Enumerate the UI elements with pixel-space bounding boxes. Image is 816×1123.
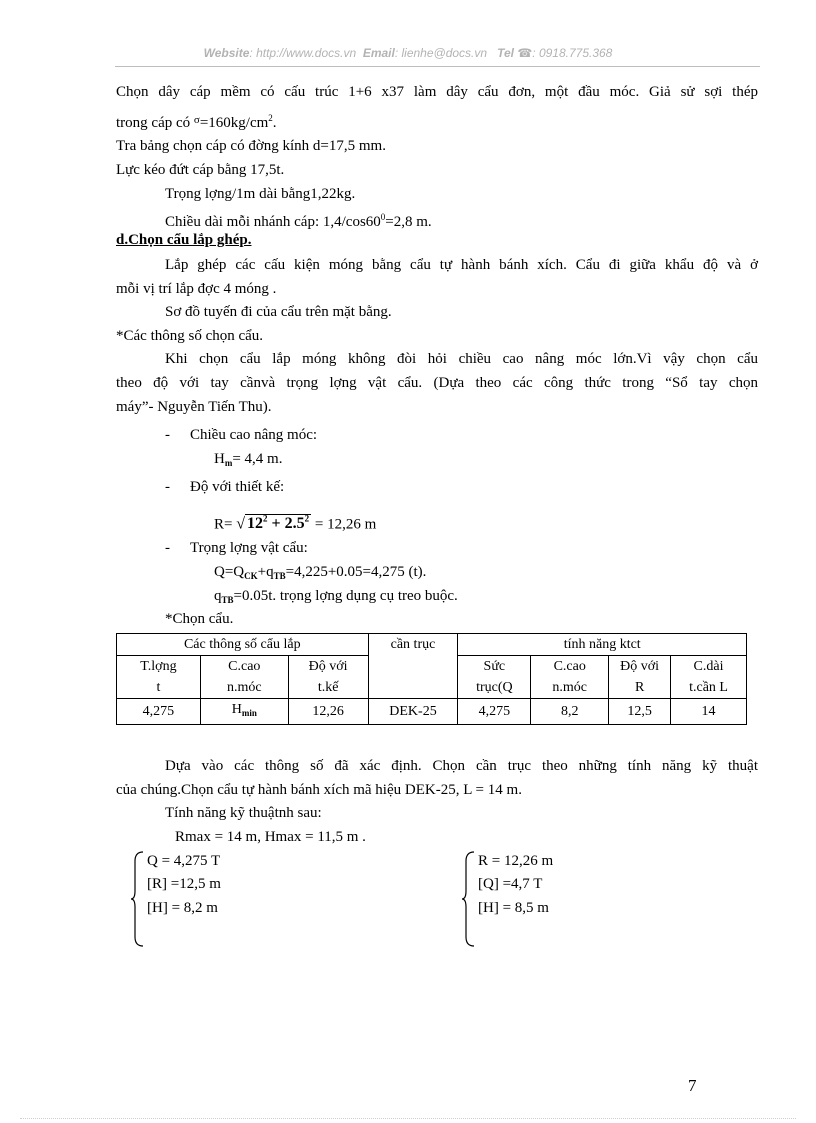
col-capacity-header: [458, 656, 531, 699]
sqrt-radicand: [245, 514, 311, 532]
paragraph-12: Tính năng kỹ thuậtnh sau:: [165, 805, 322, 821]
tel-value: : 0918.775.368: [532, 46, 613, 60]
left-system-line-3: [H] = 8,2 m: [147, 900, 218, 916]
paragraph-8: *Các thông số chọn cẩu.: [116, 328, 264, 344]
h-value: = 4,4 m.: [232, 451, 283, 467]
cell-capacity: 4,275: [458, 699, 531, 725]
p5-text-a: Chiều dài mỗi nhánh cáp: 1,4/cos60: [165, 214, 381, 230]
q-a: Q=Q: [214, 564, 245, 580]
footer-divider: [20, 1118, 796, 1119]
q-b: +q: [257, 564, 274, 580]
paragraph-11-line-2: của chúng.Chọn cẩu tự hành bánh xích mã hiệu DEK-25, L = 14 m.: [116, 782, 522, 798]
h7b: R: [634, 680, 645, 695]
p1-text-a: trong cáp có: [116, 115, 191, 131]
r-value: = 12,26 m: [314, 516, 377, 533]
group-specs-header: tính năng ktct: [458, 634, 747, 656]
h8a: C.dài: [693, 659, 724, 674]
sqrt-a: 12: [247, 515, 263, 533]
col-weight-header: [117, 656, 201, 699]
bullet-3-title: Trọng lợng vật cẩu:: [190, 540, 308, 556]
cell-hook-height: [200, 699, 288, 725]
left-system-line-1: Q = 4,275 T: [147, 853, 221, 869]
col-hook-height-spec-header: [531, 656, 609, 699]
sqrt-b-sup: 2: [304, 514, 310, 524]
bullet-2-title: Độ với thiết kế:: [190, 479, 285, 495]
group-params-header: Các thông số cẩu lắp: [117, 634, 369, 656]
paragraph-9-line-1: Khi chọn cẩu lắp móng không đòi hỏi chiều cao nâng móc lớn.Vì vậy chọn cẩu: [165, 351, 758, 367]
section-heading: d.Chọn cẩu lắp ghép.: [116, 232, 252, 248]
q-sub-tb: TB: [273, 571, 286, 581]
q-c: =4,225+0.05=4,275 (t).: [285, 564, 427, 580]
group-crane-header: cần trục: [368, 634, 458, 699]
paragraph-10: *Chọn cẩu.: [165, 611, 234, 627]
right-brace-icon: [461, 851, 475, 947]
crane-spec-table: [116, 633, 747, 725]
paragraph-11-line-1: Dựa vào các thông số đã xác định. Chọn cần trục theo những tính năng kỹ thuật: [165, 758, 758, 774]
h2a: C.cao: [228, 659, 261, 674]
page-header: [40, 46, 776, 60]
p1-text-c: .: [272, 115, 277, 131]
bullet-3-dash: -: [165, 540, 170, 556]
col-reach-header: [288, 656, 368, 699]
h-sub: m: [224, 458, 233, 468]
h5a: Sức: [483, 659, 506, 674]
paragraph-13: Rmax = 14 m, Hmax = 11,5 m .: [175, 829, 366, 845]
hmin-h: H: [231, 702, 242, 717]
header-divider: [115, 66, 760, 67]
p5-sup: 0: [380, 212, 386, 222]
bullet-1-formula: [214, 449, 282, 473]
paragraph-1-line-1: Chọn dây cáp mềm có cấu trúc 1+6 x37 làm dây cẩu đơn, một đầu móc. Giả sử sợi thép: [116, 84, 758, 100]
tel-label: Tel: [497, 46, 514, 60]
cell-reach-spec: 12,5: [609, 699, 671, 725]
h6a: C.cao: [553, 659, 586, 674]
sqrt-plus: +: [267, 515, 285, 533]
qtb-sub: TB: [221, 595, 234, 605]
qtb-a: q: [214, 588, 222, 604]
h6b: n.móc: [552, 680, 588, 695]
bullet-1-title: Chiều cao nâng móc:: [190, 427, 318, 443]
cell-crane: DEK-25: [368, 699, 458, 725]
bullet-3-formula-qtb: [214, 586, 458, 610]
h7a: Độ với: [620, 659, 660, 674]
qtb-b: =0.05t. trọng lợng dụng cụ treo buộc.: [233, 588, 458, 604]
bullet-1-dash: -: [165, 427, 170, 443]
right-system-line-2: [Q] =4,7 T: [478, 876, 543, 892]
website-value: : http://www.docs.vn: [249, 46, 357, 60]
hmin-sub: min: [241, 708, 257, 718]
email-value: : lienhe@docs.vn: [394, 46, 488, 60]
bullet-2-formula: [214, 509, 376, 534]
paragraph-7: Sơ đồ tuyến đi của cẩu trên mặt bằng.: [165, 304, 392, 320]
left-brace-icon: [130, 851, 144, 947]
table-group-row: [117, 634, 747, 656]
website-label: Website: [203, 46, 250, 60]
p1-sup: 2: [268, 113, 273, 123]
sigma-symbol: σ: [193, 114, 200, 126]
paragraph-2: Tra bảng chọn cáp có đờng kính d=17,5 mm.: [116, 138, 386, 154]
bullet-3-formula-q: [214, 562, 426, 586]
cell-boom-length: 14: [671, 699, 747, 725]
p5-text-b: =2,8 m.: [385, 214, 432, 230]
paragraph-4: Trọng lợng/1m dài bằng1,22kg.: [165, 186, 356, 202]
cell-weight: 4,275: [117, 699, 201, 725]
sqrt-b: 2.5: [284, 515, 305, 533]
sqrt-expression: [236, 514, 311, 532]
sqrt-a-sup: 2: [263, 514, 268, 524]
q-sub-ck: CK: [244, 571, 258, 581]
left-system-line-2: [R] =12,5 m: [147, 876, 221, 892]
sqrt-sign: √: [236, 515, 245, 533]
paragraph-1-line-2: [116, 108, 277, 133]
h2b: n.móc: [226, 680, 262, 695]
email-label: Email: [362, 46, 395, 60]
h5b: trục(Q: [476, 680, 513, 695]
h8b: t.cần L: [689, 680, 728, 695]
col-hook-height-header: [200, 656, 288, 699]
phone-icon: ☎: [517, 46, 533, 60]
paragraph-9-line-3: máy”- Nguyễn Tiến Thu).: [116, 399, 272, 415]
right-system-line-1: R = 12,26 m: [478, 853, 554, 869]
col-reach-spec-header: [609, 656, 671, 699]
h3b: t.kế: [317, 680, 339, 695]
right-system-line-3: [H] = 8,5 m: [478, 900, 549, 916]
col-boom-length-header: [671, 656, 747, 699]
bullet-2-dash: -: [165, 479, 170, 495]
paragraph-3: Lực kéo đứt cáp bằng 17,5t.: [116, 162, 285, 178]
h1a: T.lợng: [140, 659, 177, 674]
h-symbol: H: [214, 451, 225, 467]
p1-text-b: =160kg/cm: [199, 115, 269, 131]
table-row: [117, 699, 747, 725]
h1b: t: [156, 680, 161, 695]
page-number: 7: [688, 1076, 697, 1095]
cell-reach: 12,26: [288, 699, 368, 725]
paragraph-6-line-2: mỗi vị trí lắp đợc 4 móng .: [116, 281, 277, 297]
cell-hook-height-spec: 8,2: [531, 699, 609, 725]
paragraph-6-line-1: Lắp ghép các cấu kiện móng bằng cẩu tự hành bánh xích. Cẩu đi giữa khẩu độ và ở: [165, 257, 758, 273]
h3a: Độ với: [308, 659, 348, 674]
r-symbol: R=: [214, 516, 233, 533]
paragraph-5: [165, 207, 432, 232]
paragraph-9-line-2: theo độ với tay cầnvà trọng lợng vật cẩu. (Dựa theo các công thức trong “Sổ tay chọn: [116, 375, 758, 391]
